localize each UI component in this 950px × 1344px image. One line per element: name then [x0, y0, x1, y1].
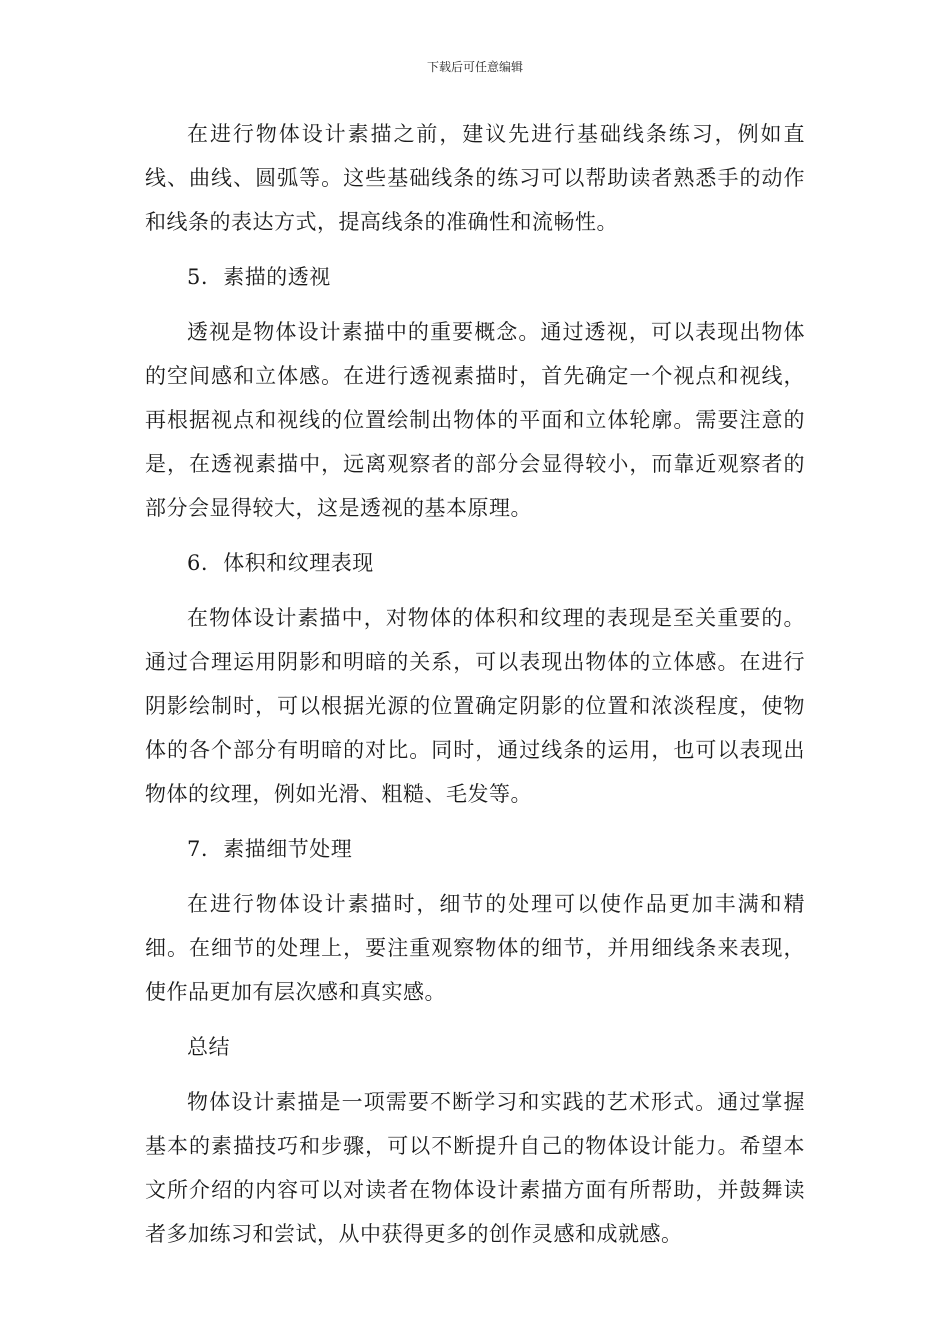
document-body — [145, 112, 805, 1267]
paragraph-line-practice: 在进行物体设计素描之前，建议先进行基础线条练习，例如直线、曲线、圆弧等。这些基础线条的练习可以帮助读者熟悉手的动作和线条的表达方式，提高线条的准确性和流畅性。 — [145, 122, 805, 234]
paragraph-details: 在进行物体设计素描时，细节的处理可以使作品更加丰满和精细。在细节的处理上，要注重观察物体的细节，并用细线条来表现，使作品更加有层次感和真实感。 — [145, 892, 805, 1004]
section-heading-volume-texture: 6. 体积和纹理表现 — [187, 551, 374, 575]
section-heading-summary: 总结 — [187, 1035, 230, 1059]
page-header: 下载后可任意编辑 — [426, 60, 523, 74]
section-heading-perspective: 5. 素描的透视 — [187, 265, 331, 289]
paragraph-summary: 物体设计素描是一项需要不断学习和实践的艺术形式。通过掌握基本的素描技巧和步骤，可以不断提升自己的物体设计能力。希望本文所介绍的内容可以对读者在物体设计素描方面有所帮助，并鼓舞读者多加练习和尝试，从中获得更多的创作灵感和成就感。 — [145, 1090, 805, 1246]
paragraph-perspective: 透视是物体设计素描中的重要概念。通过透视，可以表现出物体的空间感和立体感。在进行透视素描时，首先确定一个视点和视线，再根据视点和视线的位置绘制出物体的平面和立体轮廓。需要注意的是，在透视素描中，远离观察者的部分会显得较小，而靠近观察者的部分会显得较大，这是透视的基本原理。 — [145, 320, 805, 520]
section-heading-details: 7. 素描细节处理 — [187, 837, 353, 861]
paragraph-volume-texture: 在物体设计素描中，对物体的体积和纹理的表现是至关重要的。通过合理运用阴影和明暗的关系，可以表现出物体的立体感。在进行阴影绘制时，可以根据光源的位置确定阴影的位置和浓淡程度，使物体的各个部分有明暗的对比。同时，通过线条的运用，也可以表现出物体的纹理，例如光滑、粗糙、毛发等。 — [145, 606, 805, 806]
